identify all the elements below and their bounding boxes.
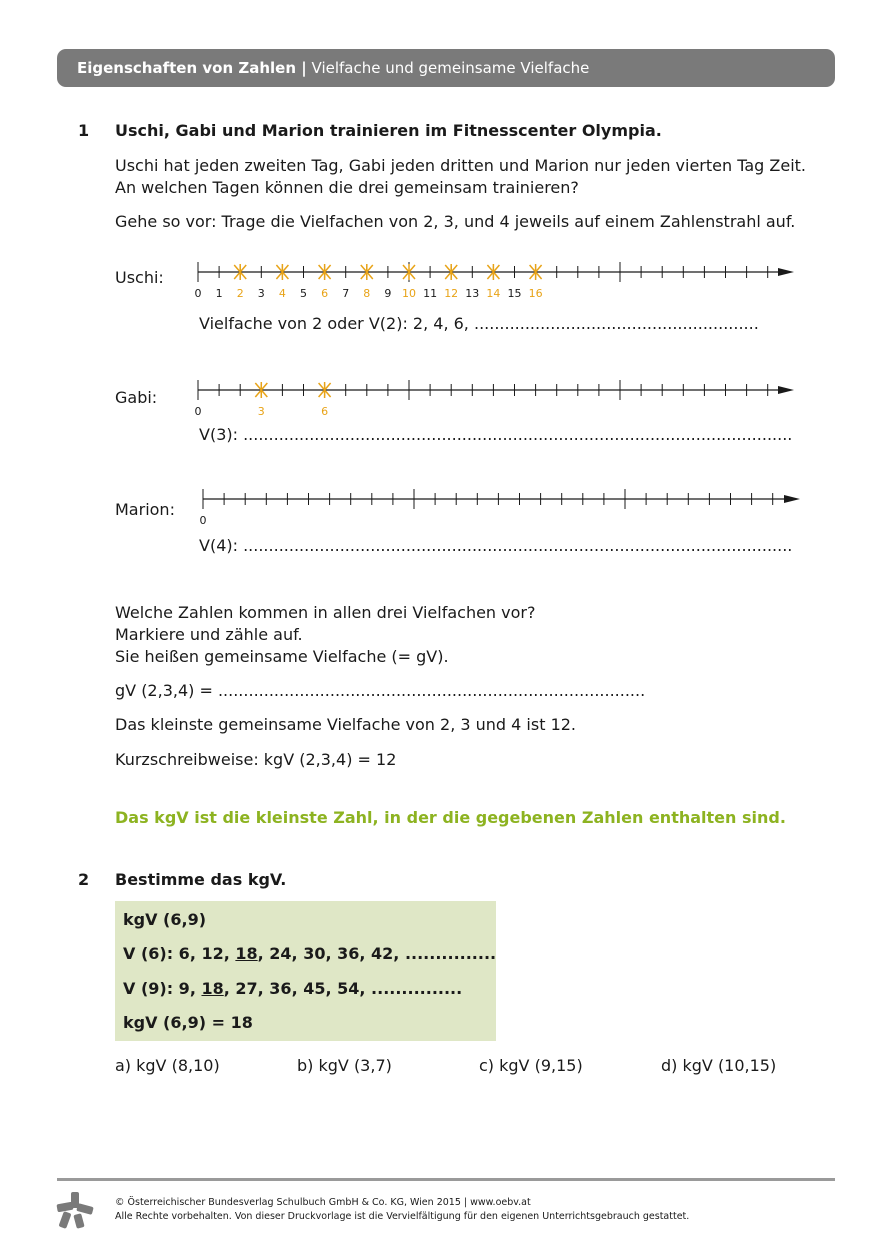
task1-text1: Uschi hat jeden zweiten Tag, Gabi jeden dritten und Marion nur jeden vierten Tag Zeit. — [115, 156, 807, 175]
gabi-label: Gabi: — [115, 388, 158, 407]
uschi-answer: Vielfache von 2 oder V(2): 2, 4, 6, ........................................................ — [199, 314, 759, 333]
page-header — [57, 49, 835, 87]
task1-text2: An welchen Tagen können die drei gemeinsam trainieren? — [115, 178, 579, 197]
uschi-tick-label: 12 — [444, 287, 459, 300]
uschi-number-line — [190, 258, 810, 308]
task1-number: 1 — [78, 121, 90, 140]
header-title-rest: Vielfache und gemeinsame Vielfache — [311, 59, 590, 77]
uschi-tick-label: 10 — [402, 287, 416, 300]
question-3: Sie heißen gemeinsame Vielfache (= gV). — [115, 647, 449, 666]
uschi-tick-label: 11 — [423, 287, 438, 300]
task2-item-a: a) kgV (8,10) — [115, 1056, 220, 1075]
task2-item-c: c) kgV (9,15) — [479, 1056, 583, 1075]
gabi-tick-label: 6 — [321, 405, 329, 418]
example-line-4: kgV (6,9) = 18 — [123, 1013, 253, 1032]
example-box — [115, 901, 496, 1041]
example-line-2-underlined: 18 — [235, 944, 258, 963]
kgv-statement: Das kleinste gemeinsame Vielfache von 2, 3 und 4 ist 12. — [115, 715, 577, 734]
uschi-tick-label: 13 — [465, 287, 480, 300]
gabi-number-line — [190, 377, 810, 427]
task1-instruction: Gehe so vor: Trage die Vielfachen von 2, 3, und 4 jeweils auf einem Zahlenstrahl auf. — [115, 212, 796, 231]
kurzschreibweise: Kurzschreibweise: kgV (2,3,4) = 12 — [115, 750, 397, 769]
marion-tick-label: 0 — [199, 514, 207, 527]
gabi-tick-label: 0 — [194, 405, 202, 418]
uschi-arrowhead — [778, 268, 794, 276]
uschi-tick-label: 3 — [257, 287, 265, 300]
task1-title: Uschi, Gabi und Marion trainieren im Fitnesscenter Olympia. — [115, 121, 662, 140]
question-1: Welche Zahlen kommen in allen drei Vielfachen vor? — [115, 603, 536, 622]
rule-statement: Das kgV ist die kleinste Zahl, in der die gegebenen Zahlen enthalten sind. — [115, 808, 786, 827]
uschi-tick-label: 9 — [384, 287, 392, 300]
example-line-3 — [123, 979, 462, 998]
task2-item-b: b) kgV (3,7) — [297, 1056, 392, 1075]
example-line-2-b: , 24, 30, 36, 42, ............... — [257, 944, 497, 963]
marion-answer: V(4): ............................................................................................................ — [199, 536, 793, 555]
uschi-tick-label: 7 — [342, 287, 350, 300]
example-line-3-a: V (9): 9, — [123, 979, 202, 998]
uschi-tick-label: 0 — [194, 287, 202, 300]
marion-number-line — [190, 487, 810, 537]
header-title-bold: Eigenschaften von Zahlen | — [77, 59, 307, 77]
uschi-label: Uschi: — [115, 268, 164, 287]
gabi-arrowhead — [778, 386, 794, 394]
gabi-tick-label: 3 — [257, 405, 265, 418]
example-line-1: kgV (6,9) — [123, 910, 207, 929]
gabi-answer: V(3): ............................................................................................................ — [199, 425, 793, 444]
marion-arrowhead — [784, 495, 800, 503]
footer-text — [115, 1196, 689, 1224]
uschi-tick-label: 4 — [278, 287, 286, 300]
gv-line: gV (2,3,4) = .................................................................................... — [115, 681, 646, 700]
uschi-tick-label: 5 — [300, 287, 307, 300]
example-line-2-a: V (6): 6, 12, — [123, 944, 236, 963]
task2-number: 2 — [78, 870, 90, 889]
example-line-3-underlined: 18 — [201, 979, 224, 998]
footer-line-2: Alle Rechte vorbehalten. Von dieser Druckvorlage ist die Vervielfältigung für den eigenen Unterrichtsgebrauch gestattet. — [115, 1211, 690, 1222]
example-line-3-b: , 27, 36, 45, 54, ............... — [223, 979, 463, 998]
question-2: Markiere und zähle auf. — [115, 625, 303, 644]
uschi-tick-label: 16 — [528, 287, 543, 300]
uschi-tick-label: 6 — [321, 287, 329, 300]
uschi-tick-label: 2 — [236, 287, 244, 300]
uschi-tick-label: 8 — [363, 287, 371, 300]
uschi-tick-label: 15 — [507, 287, 522, 300]
example-line-2 — [123, 944, 496, 963]
uschi-tick-label: 14 — [486, 287, 501, 300]
uschi-tick-label: 1 — [215, 287, 223, 300]
footer-line-1: © Österreichischer Bundesverlag Schulbuch GmbH & Co. KG, Wien 2015 | www.oebv.at — [115, 1197, 531, 1208]
task2-item-d: d) kgV (10,15) — [661, 1056, 777, 1075]
publisher-logo-icon — [55, 1190, 95, 1230]
task2-title: Bestimme das kgV. — [115, 870, 287, 889]
marion-label: Marion: — [115, 500, 175, 519]
footer-divider — [57, 1178, 835, 1181]
